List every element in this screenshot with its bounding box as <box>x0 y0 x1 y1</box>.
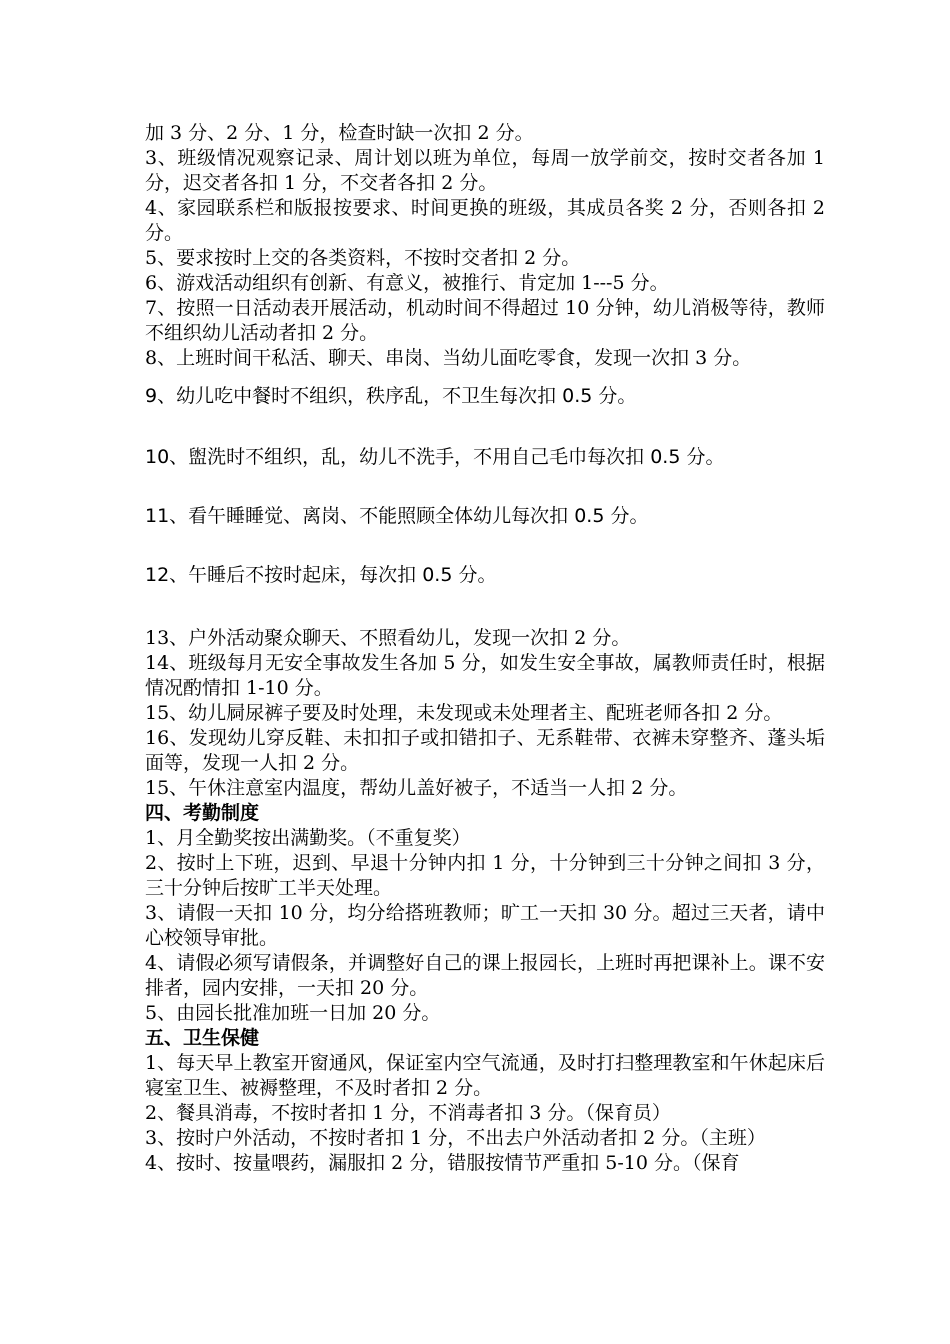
document-body <box>145 121 825 1176</box>
attendance-item-4: 4、请假必须写请假条，并调整好自己的课上报园长，上班时再把课补上。课不安排者，园内安排，一天扣 20 分。 <box>145 952 825 999</box>
rule-item-13: 13、户外活动聚众聊天、不照看幼儿，发现一次扣 2 分。 <box>145 627 631 649</box>
rule-item-3: 3、班级情况观察记录、周计划以班为单位，每周一放学前交，按时交者各加 1 分，迟交者各扣 1 分，不交者各扣 2 分。 <box>145 147 825 194</box>
section-heading-hygiene: 五、卫生保健 <box>145 1027 260 1049</box>
section-heading-attendance: 四、考勤制度 <box>145 802 260 824</box>
rule-item-11: 11、看午睡睡觉、离岗、不能照顾全体幼儿每次扣 0.5 分。 <box>145 505 649 527</box>
rule-item-6: 6、游戏活动组织有创新、有意义，被推行、肯定加 1---5 分。 <box>145 272 669 294</box>
rule-item-5: 5、要求按时上交的各类资料，不按时交者扣 2 分。 <box>145 247 581 269</box>
rule-item-16: 16、发现幼儿穿反鞋、未扣扣子或扣错扣子、无系鞋带、衣裤未穿整齐、蓬头垢面等，发现一人扣 2 分。 <box>145 727 825 774</box>
hygiene-item-2: 2、餐具消毒，不按时者扣 1 分，不消毒者扣 3 分。（保育员） <box>145 1102 671 1124</box>
attendance-item-2: 2、按时上下班，迟到、早退十分钟内扣 1 分，十分钟到三十分钟之间扣 3 分，三十分钟后按旷工半天处理。 <box>145 852 825 899</box>
attendance-item-1: 1、月全勤奖按出满勤奖。（不重复奖） <box>145 827 471 849</box>
rule-item-14: 14、班级每月无安全事故发生各加 5 分，如发生安全事故，属教师责任时，根据情况酌情扣 1-10 分。 <box>145 652 825 699</box>
hygiene-item-1: 1、每天早上教室开窗通风，保证室内空气流通，及时打扫整理教室和午休起床后寝室卫生、被褥整理，不及时者扣 2 分。 <box>145 1052 825 1099</box>
paragraph-continuation: 加 3 分、2 分、1 分，检查时缺一次扣 2 分。 <box>145 122 534 144</box>
rule-item-15: 15、幼儿屙尿裤子要及时处理，未发现或未处理者主、配班老师各扣 2 分。 <box>145 702 783 724</box>
rule-item-8: 8、上班时间干私活、聊天、串岗、当幼儿面吃零食，发现一次扣 3 分。 <box>145 347 752 369</box>
rule-item-10: 10、盥洗时不组织，乱，幼儿不洗手，不用自己毛巾每次扣 0.5 分。 <box>145 446 725 468</box>
attendance-item-5: 5、由园长批准加班一日加 20 分。 <box>145 1002 441 1024</box>
rule-item-7: 7、按照一日活动表开展活动，机动时间不得超过 10 分钟，幼儿消极等待，教师不组织幼儿活动者扣 2 分。 <box>145 297 825 344</box>
hygiene-item-4: 4、按时、按量喂药，漏服扣 2 分，错服按情节严重扣 5-10 分。（保育 <box>145 1152 740 1174</box>
hygiene-item-3: 3、按时户外活动，不按时者扣 1 分，不出去户外活动者扣 2 分。（主班） <box>145 1127 766 1149</box>
attendance-item-3: 3、请假一天扣 10 分，均分给搭班教师；旷工一天扣 30 分。超过三天者，请中心校领导审批。 <box>145 902 825 949</box>
rule-item-9: 9、幼儿吃中餐时不组织，秩序乱，不卫生每次扣 0.5 分。 <box>145 385 637 407</box>
rule-item-12: 12、午睡后不按时起床，每次扣 0.5 分。 <box>145 564 497 586</box>
rule-item-4: 4、家园联系栏和版报按要求、时间更换的班级，其成员各奖 2 分，否则各扣 2 分。 <box>145 197 825 244</box>
rule-item-15b: 15、午休注意室内温度，帮幼儿盖好被子，不适当一人扣 2 分。 <box>145 777 688 799</box>
